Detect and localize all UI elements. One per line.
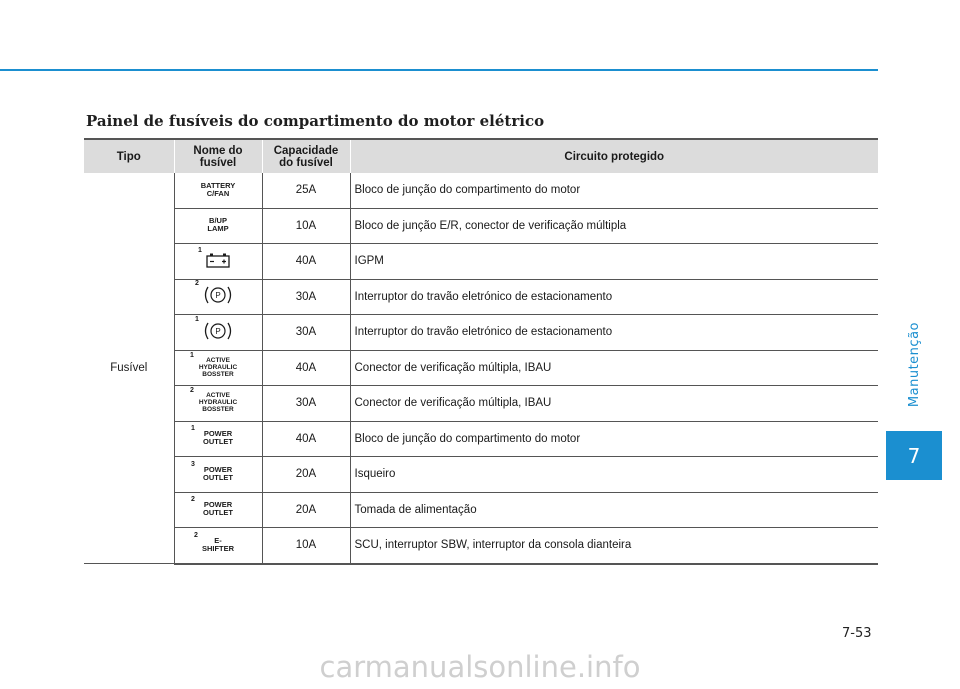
capacity-cell: 30A bbox=[262, 386, 350, 422]
table-row bbox=[84, 279, 878, 315]
fuse-name-text: ACTIVE HYDRAULIC BOSSTER bbox=[198, 392, 238, 414]
capacity-cell: 25A bbox=[262, 173, 350, 208]
parking-brake-icon bbox=[202, 321, 234, 341]
table-row bbox=[84, 386, 878, 422]
capacity-cell: 40A bbox=[262, 421, 350, 457]
circuit-cell: Isqueiro bbox=[350, 457, 878, 493]
fuse-name-cell bbox=[174, 528, 262, 564]
fuse-name-text: POWER OUTLET bbox=[203, 429, 233, 447]
capacity-cell: 20A bbox=[262, 457, 350, 493]
fuse-name-cell bbox=[174, 279, 262, 315]
parking-letter: P bbox=[215, 291, 221, 301]
fuse-superscript: 2 bbox=[194, 531, 198, 539]
fuse-name-cell bbox=[174, 457, 262, 493]
fuse-superscript: 2 bbox=[195, 280, 199, 288]
fuse-name-cell bbox=[174, 173, 262, 208]
circuit-cell: Bloco de junção do compartimento do motor bbox=[350, 421, 878, 457]
fuse-label bbox=[191, 425, 238, 447]
fuse-superscript: 2 bbox=[191, 496, 195, 504]
battery-icon bbox=[205, 252, 231, 268]
fuse-name-cell bbox=[174, 386, 262, 422]
fuse-superscript: 2 bbox=[190, 387, 194, 395]
fuse-superscript: 3 bbox=[191, 460, 195, 468]
fuse-name-text: B/UP LAMP bbox=[207, 216, 229, 234]
watermark: carmanualsonline.info bbox=[319, 650, 641, 684]
capacity-cell: 30A bbox=[262, 279, 350, 315]
circuit-cell: Conector de verificação múltipla, IBAU bbox=[350, 386, 878, 422]
fuse-label bbox=[195, 315, 234, 341]
table-row bbox=[84, 315, 878, 351]
fuse-label bbox=[195, 280, 234, 305]
fuse-label bbox=[203, 217, 233, 233]
table-row bbox=[84, 350, 878, 386]
fuse-label bbox=[194, 531, 235, 553]
table-header-row bbox=[84, 139, 878, 173]
capacity-cell: 20A bbox=[262, 492, 350, 528]
circuit-cell: Interruptor do travão eletrónico de estacionamento bbox=[350, 315, 878, 351]
table-row bbox=[84, 421, 878, 457]
table-row bbox=[84, 492, 878, 528]
fuse-name-cell bbox=[174, 492, 262, 528]
circuit-cell: SCU, interruptor SBW, interruptor da consola dianteira bbox=[350, 528, 878, 564]
fuse-name-cell bbox=[174, 350, 262, 386]
top-rule bbox=[0, 69, 878, 71]
capacity-cell: 10A bbox=[262, 528, 350, 564]
section-title: Painel de fusíveis do compartimento do motor elétrico bbox=[86, 112, 545, 130]
table-row bbox=[84, 173, 878, 208]
fuse-name-text: E-SHIFTER bbox=[201, 535, 235, 553]
parking-letter: P bbox=[215, 326, 221, 336]
circuit-cell: Conector de verificação múltipla, IBAU bbox=[350, 350, 878, 386]
fuse-label bbox=[190, 387, 239, 414]
fuse-label bbox=[190, 351, 239, 378]
table-row bbox=[84, 244, 878, 280]
chapter-number: 7 bbox=[907, 443, 921, 468]
header-capacity: Capacidade do fusível bbox=[262, 139, 350, 173]
table-row bbox=[84, 528, 878, 564]
fuse-name-cell bbox=[174, 421, 262, 457]
circuit-cell: Tomada de alimentação bbox=[350, 492, 878, 528]
header-fuse-name: Nome do fusível bbox=[174, 139, 262, 173]
fuse-name-text: ACTIVE HYDRAULIC BOSSTER bbox=[198, 356, 238, 378]
chapter-side-label bbox=[886, 300, 942, 430]
fuse-name-cell bbox=[174, 244, 262, 280]
fuse-label bbox=[196, 182, 240, 198]
circuit-cell: Bloco de junção do compartimento do motor bbox=[350, 173, 878, 208]
fuse-label bbox=[191, 460, 238, 482]
fuse-name-text: BATTERY C/FAN bbox=[200, 180, 236, 198]
fuse-superscript: 1 bbox=[190, 351, 194, 359]
capacity-cell: 10A bbox=[262, 208, 350, 244]
fuse-label bbox=[191, 496, 238, 518]
fuse-name-text: POWER OUTLET bbox=[203, 500, 233, 518]
circuit-cell: Bloco de junção E/R, conector de verificação múltipla bbox=[350, 208, 878, 244]
chapter-side-label-text: Manutenção bbox=[906, 322, 922, 408]
capacity-cell: 40A bbox=[262, 350, 350, 386]
fuse-name-cell bbox=[174, 315, 262, 351]
capacity-cell: 40A bbox=[262, 244, 350, 280]
fuse-label bbox=[198, 246, 231, 268]
fuse-name-text: POWER OUTLET bbox=[203, 464, 233, 482]
parking-brake-icon bbox=[202, 285, 234, 305]
fuse-superscript: 1 bbox=[195, 315, 199, 323]
circuit-cell: Interruptor do travão eletrónico de estacionamento bbox=[350, 279, 878, 315]
fuse-table bbox=[84, 138, 878, 565]
type-cell: Fusível bbox=[84, 173, 174, 564]
fuse-name-cell bbox=[174, 208, 262, 244]
table-row bbox=[84, 457, 878, 493]
header-circuit: Circuito protegido bbox=[350, 139, 878, 173]
fuse-superscript: 1 bbox=[191, 425, 195, 433]
capacity-cell: 30A bbox=[262, 315, 350, 351]
header-type: Tipo bbox=[84, 139, 174, 173]
page-number: 7-53 bbox=[842, 626, 872, 641]
chapter-tab bbox=[886, 431, 942, 480]
fuse-superscript: 1 bbox=[198, 246, 202, 254]
circuit-cell: IGPM bbox=[350, 244, 878, 280]
table-row bbox=[84, 208, 878, 244]
